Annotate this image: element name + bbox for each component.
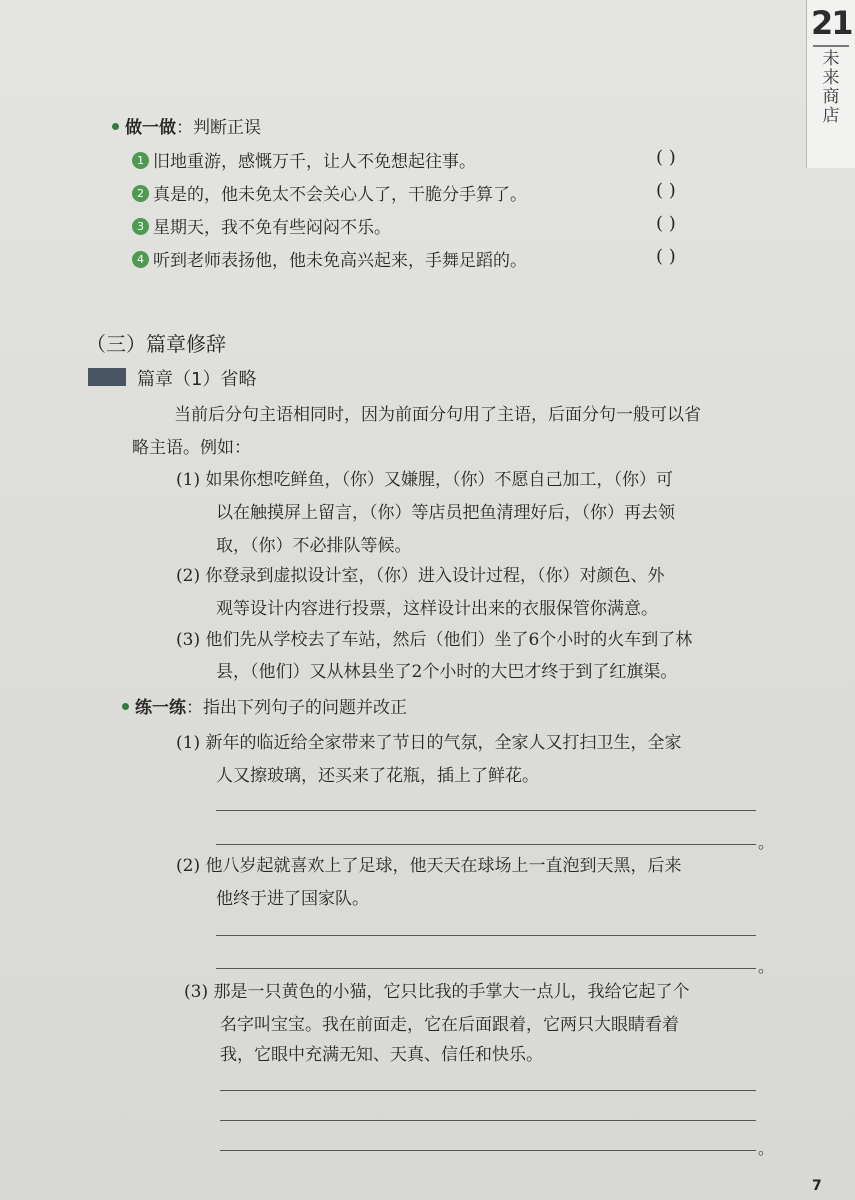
answer-line[interactable]	[220, 1090, 756, 1091]
exercise2-item-3-line-2: 名字叫宝宝。我在前面走，它在后面跟着，它两只大眼睛看着	[220, 1015, 679, 1035]
exercise2-item-3-line-3: 我，它眼中充满无知、天真、信任和快乐。	[220, 1045, 543, 1065]
exercise2-item-2-line-2: 他终于进了国家队。	[216, 889, 369, 909]
number-circle-icon: 3	[132, 218, 149, 235]
exercise2-instruction: ：指出下列句子的问题并改正	[186, 698, 407, 718]
bullet-dot-icon	[112, 123, 119, 130]
number-circle-icon: 4	[132, 251, 149, 268]
chapter-title	[807, 50, 855, 126]
judge-item-3	[132, 218, 391, 238]
judge-item-text: 真是的，他未免太不会关心人了，干脆分手算了。	[153, 185, 527, 205]
section-subtitle: 篇章（1）省略	[137, 369, 257, 390]
example-1-line-1: (1) 如果你想吃鲜鱼，（你）又嫌腥，（你）不愿自己加工，（你）可	[176, 470, 673, 490]
judge-item-2	[132, 185, 527, 205]
exercise2-label: 练一练	[135, 698, 186, 718]
exercise1-heading	[112, 118, 261, 138]
example-3-line-2: 县，（他们）又从林县坐了2个小时的大巴才终于到了红旗渠。	[216, 662, 678, 682]
answer-parenthesis[interactable]: ( )	[656, 246, 676, 267]
answer-parenthesis[interactable]: ( )	[656, 213, 676, 234]
end-period: 。	[758, 833, 775, 852]
example-2-line-2: 观等设计内容进行投票，这样设计出来的衣服保管你满意。	[216, 599, 658, 619]
judge-item-text: 听到老师表扬他，他未免高兴起来，手舞足蹈的。	[153, 251, 527, 271]
exercise2-item-1-line-1: (1) 新年的临近给全家带来了节日的气氛，全家人又打扫卫生，全家	[176, 733, 682, 753]
page-number: 7	[812, 1178, 822, 1194]
judge-item-1	[132, 152, 476, 172]
exercise2-heading	[122, 698, 407, 718]
example-1-line-3: 取，（你）不必排队等候。	[216, 536, 412, 556]
exercise1-label: 做一做	[125, 118, 176, 138]
end-period: 。	[758, 957, 775, 976]
example-3-line-1: (3) 他们先从学校去了车站，然后（他们）坐了6个小时的火车到了林	[176, 630, 693, 650]
exercise2-item-1-line-2: 人又擦玻璃，还买来了花瓶，插上了鲜花。	[216, 766, 539, 786]
number-circle-icon: 2	[132, 185, 149, 202]
answer-line[interactable]	[216, 935, 756, 936]
example-2-line-1: (2) 你登录到虚拟设计室，（你）进入设计过程，（你）对颜色、外	[176, 566, 665, 586]
chapter-tab	[806, 0, 855, 168]
answer-parenthesis[interactable]: ( )	[656, 147, 676, 168]
answer-line[interactable]	[220, 1150, 756, 1151]
exercise2-item-3-line-1: (3) 那是一只黄色的小猫，它只比我的手掌大一点儿，我给它起了个	[184, 982, 690, 1002]
answer-line[interactable]	[216, 844, 756, 845]
exercise1-instruction: ：判断正误	[176, 118, 261, 138]
judge-item-text: 旧地重游，感慨万千，让人不免想起往事。	[153, 152, 476, 172]
intro-line-2: 略主语。例如：	[132, 438, 251, 458]
section-title: （三）篇章修辞	[86, 332, 226, 356]
section-marker-bar	[88, 368, 126, 386]
end-period: 。	[758, 1139, 775, 1158]
example-1-line-2: 以在触摸屏上留言，（你）等店员把鱼清理好后，（你）再去领	[216, 503, 675, 523]
intro-line-1: 当前后分句主语相同时，因为前面分句用了主语，后面分句一般可以省	[174, 405, 701, 425]
chapter-number: 21	[811, 4, 852, 42]
answer-line[interactable]	[216, 810, 756, 811]
exercise2-item-2-line-1: (2) 他八岁起就喜欢上了足球，他天天在球场上一直泡到天黑，后来	[176, 856, 682, 876]
number-circle-icon: 1	[132, 152, 149, 169]
answer-line[interactable]	[220, 1120, 756, 1121]
answer-line[interactable]	[216, 968, 756, 969]
chapter-title-text: 未来商店	[822, 49, 840, 126]
judge-item-4	[132, 251, 527, 271]
answer-parenthesis[interactable]: ( )	[656, 180, 676, 201]
judge-item-text: 星期天，我不免有些闷闷不乐。	[153, 218, 391, 238]
bullet-dot-icon	[122, 703, 129, 710]
tab-divider	[813, 45, 849, 47]
